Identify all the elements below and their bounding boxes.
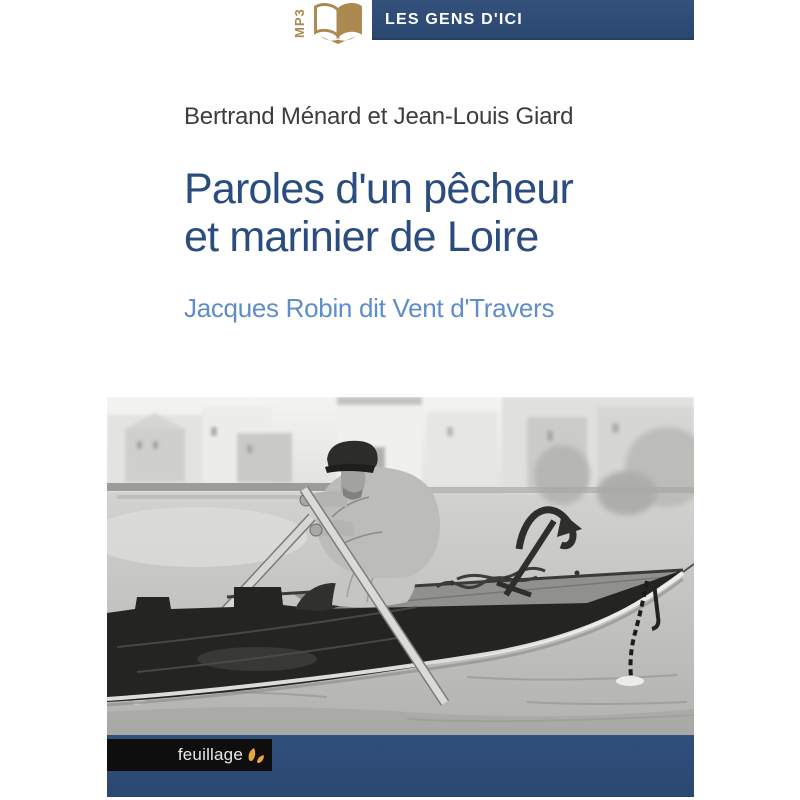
- leaves-icon: [245, 746, 265, 764]
- title-line-1: Paroles d'un pêcheur: [184, 165, 574, 213]
- open-book-icon: [312, 2, 364, 45]
- publisher-band: [107, 735, 694, 797]
- mp3-format-label: MP3: [292, 8, 307, 39]
- publisher-name: feuillage: [177, 745, 243, 764]
- authors-line: Bertrand Ménard et Jean-Louis Giard: [184, 103, 574, 130]
- book-title: [184, 165, 573, 261]
- collection-label: LES GENS D'ICI: [385, 10, 523, 28]
- cover-photograph: [107, 397, 694, 735]
- title-line-2: et marinier de Loire: [184, 213, 539, 261]
- collection-band: [372, 0, 694, 40]
- book-subtitle: Jacques Robin dit Vent d'Travers: [184, 293, 555, 323]
- publisher-logo: [107, 739, 272, 771]
